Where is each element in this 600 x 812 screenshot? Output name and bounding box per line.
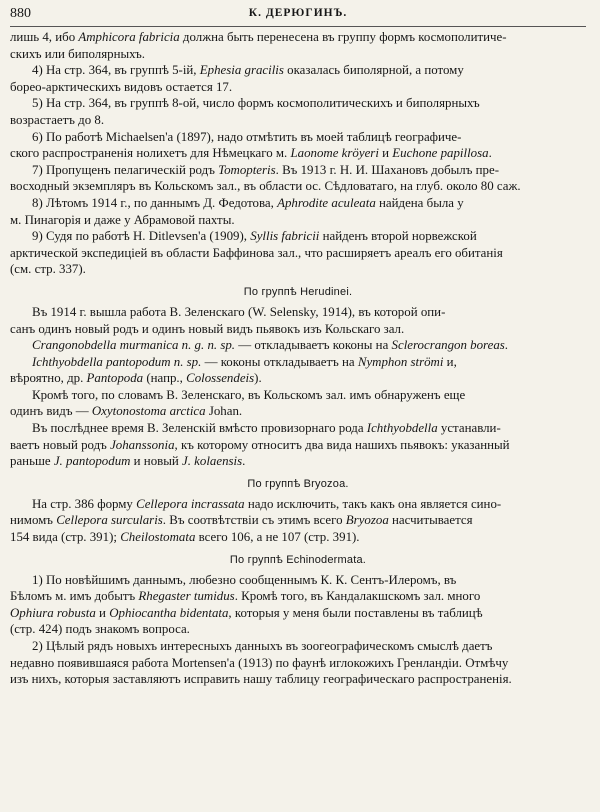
italic-term: Ichthyobdella — [366, 421, 438, 436]
text-run: 4) На стр. 364, въ группѣ 5-ій, — [32, 63, 200, 78]
text-line — [10, 655, 586, 672]
running-header — [10, 6, 586, 27]
italic-term: Syllis fabricii — [250, 229, 320, 244]
italic-term: Johanssonia — [110, 437, 175, 452]
text-run: восходный экземпляръ въ Кольскомъ зал., въ области ос. Сѣдловатаго, на глуб. около 80 саж. — [10, 179, 521, 194]
italic-term: Pantopoda — [86, 371, 144, 386]
text-line — [10, 129, 586, 146]
text-run: раньше — [10, 454, 54, 469]
section-heading: По группѣ Echinodermata. — [229, 553, 367, 566]
text-run: — коконы откладываетъ на — [201, 354, 358, 369]
running-title: К. ДЕРЮГИНЪ. — [248, 7, 348, 19]
text-line — [10, 387, 586, 404]
text-run: . — [488, 146, 492, 161]
text-run: ). — [254, 371, 262, 386]
text-line — [10, 512, 586, 529]
text-run: найдена была у — [375, 195, 464, 210]
text-run: скихъ или биполярныхъ. — [10, 46, 146, 61]
text-line — [10, 496, 586, 513]
text-run: , къ которому относитъ два вида нашихъ пьявокъ: указанный — [174, 437, 510, 452]
text-line — [10, 671, 586, 688]
text-line — [10, 337, 586, 354]
document-page — [0, 6, 600, 812]
italic-term: Bryozoa — [345, 513, 389, 528]
italic-term: J. kolaensis — [182, 454, 243, 469]
text-run: Въ 1914 г. вышла работа В. Зеленскаго (W. Selensky, 1914), въ которой опи- — [32, 304, 446, 319]
text-run: 9) Судя по работѣ H. Ditlevsen'а (1909), — [32, 229, 251, 244]
text-line — [10, 572, 586, 589]
text-line — [10, 588, 586, 605]
text-line — [10, 62, 586, 79]
text-line — [10, 145, 586, 162]
text-run: оказалась биполярной, а потому — [283, 63, 464, 78]
text-run: 154 вида (стр. 391); — [10, 530, 121, 545]
text-line — [10, 437, 586, 454]
text-run: Кромѣ того, по словамъ В. Зеленскаго, въ Кольскомъ зал. имъ обнаруженъ еще — [32, 387, 466, 402]
text-line — [10, 621, 586, 638]
text-run: . Въ соотвѣтствіи съ этимъ всего — [162, 513, 346, 528]
text-run: борео-арктическихъ видовъ остается 17. — [10, 79, 233, 94]
text-run: ваетъ новый родъ — [10, 437, 111, 452]
italic-term: Sclerocrangon boreas — [391, 338, 505, 353]
text-line — [10, 112, 586, 129]
text-run: недавно появившаяся работа Mortensen'а (1913) по фаунѣ иглокожихъ Гренландіи. Отмѣчу — [10, 655, 509, 670]
text-line — [10, 529, 586, 546]
page-number: 880 — [10, 6, 31, 21]
text-run: 6) По работѣ Michaelsen'а (1897), надо отмѣтить въ моей таблицѣ географиче- — [32, 129, 462, 144]
text-run: и — [378, 146, 393, 161]
text-run: (стр. 424) подъ знакомъ вопроса. — [10, 622, 190, 637]
text-line — [10, 79, 586, 96]
italic-term: Oxytonostoma arctica — [91, 404, 206, 419]
text-line — [10, 261, 586, 278]
text-run: надо исключить, такъ какъ она является сино- — [244, 496, 502, 511]
italic-term: Euchone papillosa — [392, 146, 489, 161]
italic-term: Ophiocantha bidentata — [109, 605, 229, 620]
italic-term: Laonome kröyeri — [290, 146, 379, 161]
text-run: . Въ 1913 г. Н. И. Шахановъ добылъ пре- — [275, 162, 499, 177]
text-run: , которыя у меня были поставлены въ таблицѣ — [228, 605, 483, 620]
italic-term: J. pantopodum — [53, 454, 131, 469]
text-run: (напр., — [143, 371, 187, 386]
italic-term: Colossendeis — [186, 371, 255, 386]
text-run: и новый — [130, 454, 183, 469]
italic-term: Cellepora surcularis — [56, 513, 163, 528]
italic-term: Amphicora fabricia — [78, 30, 180, 44]
body-text — [10, 29, 586, 688]
text-line — [10, 245, 586, 262]
text-line — [10, 354, 586, 371]
text-run: всего 106, а не 107 (стр. 391). — [195, 530, 360, 545]
text-line — [10, 321, 586, 338]
text-run: 8) Лѣтомъ 1914 г., по даннымъ Д. Федотова, — [32, 195, 278, 210]
italic-term: Ichthyobdella pantopodum n. sp. — [32, 354, 202, 369]
text-run: Бѣломъ м. имъ добытъ — [10, 589, 139, 604]
text-run: 5) На стр. 364, въ группѣ 8-ой, число формъ космополитическихъ и биполярныхъ — [32, 96, 480, 111]
italic-term: Nymphon strömi — [357, 354, 444, 369]
italic-term: Cheilostomata — [120, 530, 196, 545]
text-line — [10, 638, 586, 655]
text-run: 7) Пропущенъ пелагическій родъ — [32, 162, 219, 177]
text-run: найденъ второй норвежской — [319, 229, 477, 244]
text-run: лишь 4, ибо — [10, 30, 79, 44]
text-run: одинъ видъ — — [10, 404, 92, 419]
text-line — [10, 453, 586, 470]
text-line — [10, 370, 586, 387]
italic-term: Ophiura robusta — [10, 605, 96, 620]
text-line — [10, 178, 586, 195]
text-line — [10, 95, 586, 112]
text-run: (см. стр. 337). — [10, 262, 86, 277]
text-run: — откладываетъ коконы на — [235, 338, 392, 353]
text-run: 2) Цѣлый рядъ новыхъ интересныхъ данныхъ въ зоогеографическомъ смыслѣ даетъ — [32, 639, 493, 653]
text-run: санъ одинъ новый родъ и одинъ новый видъ пьявокъ изъ Кольскаго зал. — [10, 321, 405, 336]
italic-term: Rhegaster tumidus — [138, 589, 235, 604]
italic-term: Crangonobdella murmanica n. g. n. sp. — [32, 338, 236, 353]
text-run: м. Пинагорія и даже у Абрамовой пахты. — [10, 212, 235, 227]
text-run: . — [504, 338, 509, 353]
text-run: должна быть перенесена въ группу формъ космополитиче- — [179, 30, 507, 44]
text-run: ского распространенія нолихетъ для Нѣмецкаго м. — [10, 146, 291, 161]
text-run: вѣроятно, др. — [10, 371, 87, 386]
text-run: возрастаетъ до 8. — [10, 112, 105, 127]
text-line — [10, 29, 586, 46]
text-line — [10, 420, 586, 437]
text-line — [10, 212, 586, 229]
text-run: Въ послѣднее время В. Зеленскій вмѣсто провизорнаго рода — [32, 421, 367, 436]
text-line — [10, 403, 586, 420]
section-heading: По группѣ Herudinei. — [243, 285, 353, 298]
text-line — [10, 228, 586, 245]
italic-term: Ephesia gracilis — [199, 63, 284, 78]
italic-term: Tomopteris — [218, 162, 276, 177]
text-run: нимомъ — [10, 513, 57, 528]
text-line — [10, 195, 586, 212]
italic-term: Cellepora incrassata — [136, 496, 245, 511]
text-run: насчитывается — [388, 513, 473, 528]
text-run: . Кромѣ того, въ Кандалакшскомъ зал. много — [234, 589, 481, 604]
text-run: На стр. 386 форму — [32, 496, 137, 511]
text-run: и, — [443, 354, 457, 369]
text-line — [10, 46, 586, 63]
text-run: изъ нихъ, которыя заставляютъ исправить нашу таблицу географическаго распространенія. — [10, 672, 512, 687]
italic-term: Aphrodite aculeata — [277, 195, 376, 210]
text-run: арктической экспедиціей въ области Баффинова зал., что расширяетъ ареалъ его обитанія — [10, 245, 503, 260]
text-run: . — [242, 454, 246, 469]
text-run: Johan. — [205, 404, 243, 419]
section-heading: По группѣ Bryozoa. — [247, 477, 349, 490]
text-run: 1) По новѣйшимъ даннымъ, любезно сообщеннымъ К. К. Сентъ-Илеромъ, въ — [32, 572, 457, 587]
text-line — [10, 162, 586, 179]
text-line — [10, 605, 586, 622]
text-run: и — [95, 605, 110, 620]
text-line — [10, 304, 586, 321]
text-run: устанавли- — [437, 421, 501, 436]
